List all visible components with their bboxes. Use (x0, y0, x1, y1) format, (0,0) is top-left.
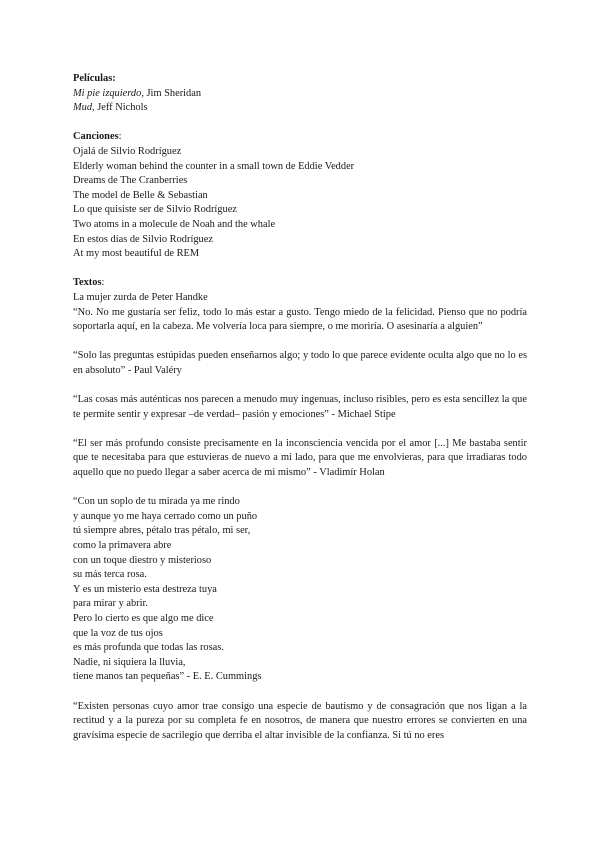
cancion-item: En estos días de Silvio Rodríguez (73, 233, 213, 245)
poem-line: tiene manos tan pequeñas” - E. E. Cummings (73, 671, 262, 683)
quote-handke: “No. No me gustaría ser feliz, todo lo más estar a gusto. Tengo miedo de la felicidad. Pienso que no podría soportarla aquí, en la cabeza. Me volvería loca para siempre, o me moriría. O asesinaría a alguien” (73, 306, 527, 333)
poem-line: como la primavera abre (73, 540, 172, 551)
textos-heading-line (73, 276, 527, 291)
cancion-item: Two atoms in a molecule de Noah and the whale (73, 218, 276, 230)
poem-line: “Con un soplo de tu mirada ya me rindo (73, 496, 240, 508)
poem-line: y aunque yo me haya cerrado como un puño (73, 510, 258, 522)
quote-valery: “Solo las preguntas estúpidas pueden enseñarnos algo; y todo lo que parece evidente oculta algo que no lo es en absoluto” - Paul Valéry (73, 350, 527, 376)
textos-source: La mujer zurda de Peter Handke (73, 291, 208, 303)
cancion-item: Elderly woman behind the counter in a small town de Eddie Vedder (73, 160, 355, 172)
poem-line: tú siempre abres, pétalo tras pétalo, mi ser, (73, 525, 251, 537)
poem-line: Nadie, ni siquiera la lluvia, (73, 656, 186, 668)
cancion-item: Ojalá de Silvio Rodríguez (73, 145, 182, 157)
poem-line: su más terca rosa. (73, 569, 147, 581)
cancion-item: Dreams de The Cranberries (73, 175, 188, 187)
peliculas-section (73, 72, 527, 116)
pelicula-separator: , (92, 102, 98, 114)
pelicula-item (73, 87, 527, 102)
cancion-item: The model de Belle & Sebastian (73, 189, 208, 201)
textos-section (73, 276, 527, 743)
pelicula-director: Jeff Nichols (97, 102, 148, 114)
quote-stipe: “Las cosas más auténticas nos parecen a menudo muy ingenuas, incluso risibles, pero es esta sencillez la que te permite sentir y expresar –de verdad– pasión y emociones” - Michael Stipe (73, 394, 527, 420)
canciones-heading: Canciones (73, 131, 119, 143)
cancion-item: Lo que quisiste ser de Silvio Rodríguez (73, 204, 237, 216)
quote-final: “Existen personas cuyo amor trae consigo una especie de bautismo y de consagración que nos ligan a la rectitud y a la pureza por su completa fe en nosotros, de manera que nuestro errores se convierten en una gravísima especie de sacrilegio que derriba el altar invisible de la confianza. Si tú no eres (73, 700, 527, 741)
peliculas-heading: Películas: (73, 73, 116, 84)
pelicula-title: Mud (73, 102, 93, 114)
poem-line: Pero lo cierto es que algo me dice (73, 612, 214, 624)
poem-line: para mirar y abrir. (73, 598, 149, 610)
poem-cummings (73, 495, 527, 685)
textos-heading: Textos (73, 277, 102, 289)
document-body (73, 72, 527, 743)
poem-line: con un toque diestro y misterioso (73, 554, 212, 566)
poem-line: Y es un misterio esta destreza tuya (73, 583, 217, 595)
poem-line: es más profunda que todas las rosas. (73, 642, 224, 654)
canciones-section (73, 130, 527, 261)
poem-line: que la voz de tus ojos (73, 627, 163, 639)
cancion-item: At my most beautiful de REM (73, 248, 200, 260)
textos-heading-colon: : (101, 277, 105, 289)
pelicula-item (73, 101, 527, 116)
canciones-heading-line (73, 130, 527, 145)
quote-holan: “El ser más profundo consiste precisamente en la inconsciencia vencida por el amor [...] Me bastaba sentir que te necesitaba para que estuvieras de nuevo a mi lado, para que me envolvieras, para que irradiaras todo aquello que no puedo llegar a saber acerca de mi mismo” - Vladimír Holan (73, 437, 527, 479)
pelicula-director: Jim Sheridan (146, 87, 202, 99)
pelicula-separator: , (141, 87, 147, 99)
pelicula-title: Mi pie izquierdo (73, 87, 142, 99)
canciones-heading-colon: : (118, 131, 122, 143)
